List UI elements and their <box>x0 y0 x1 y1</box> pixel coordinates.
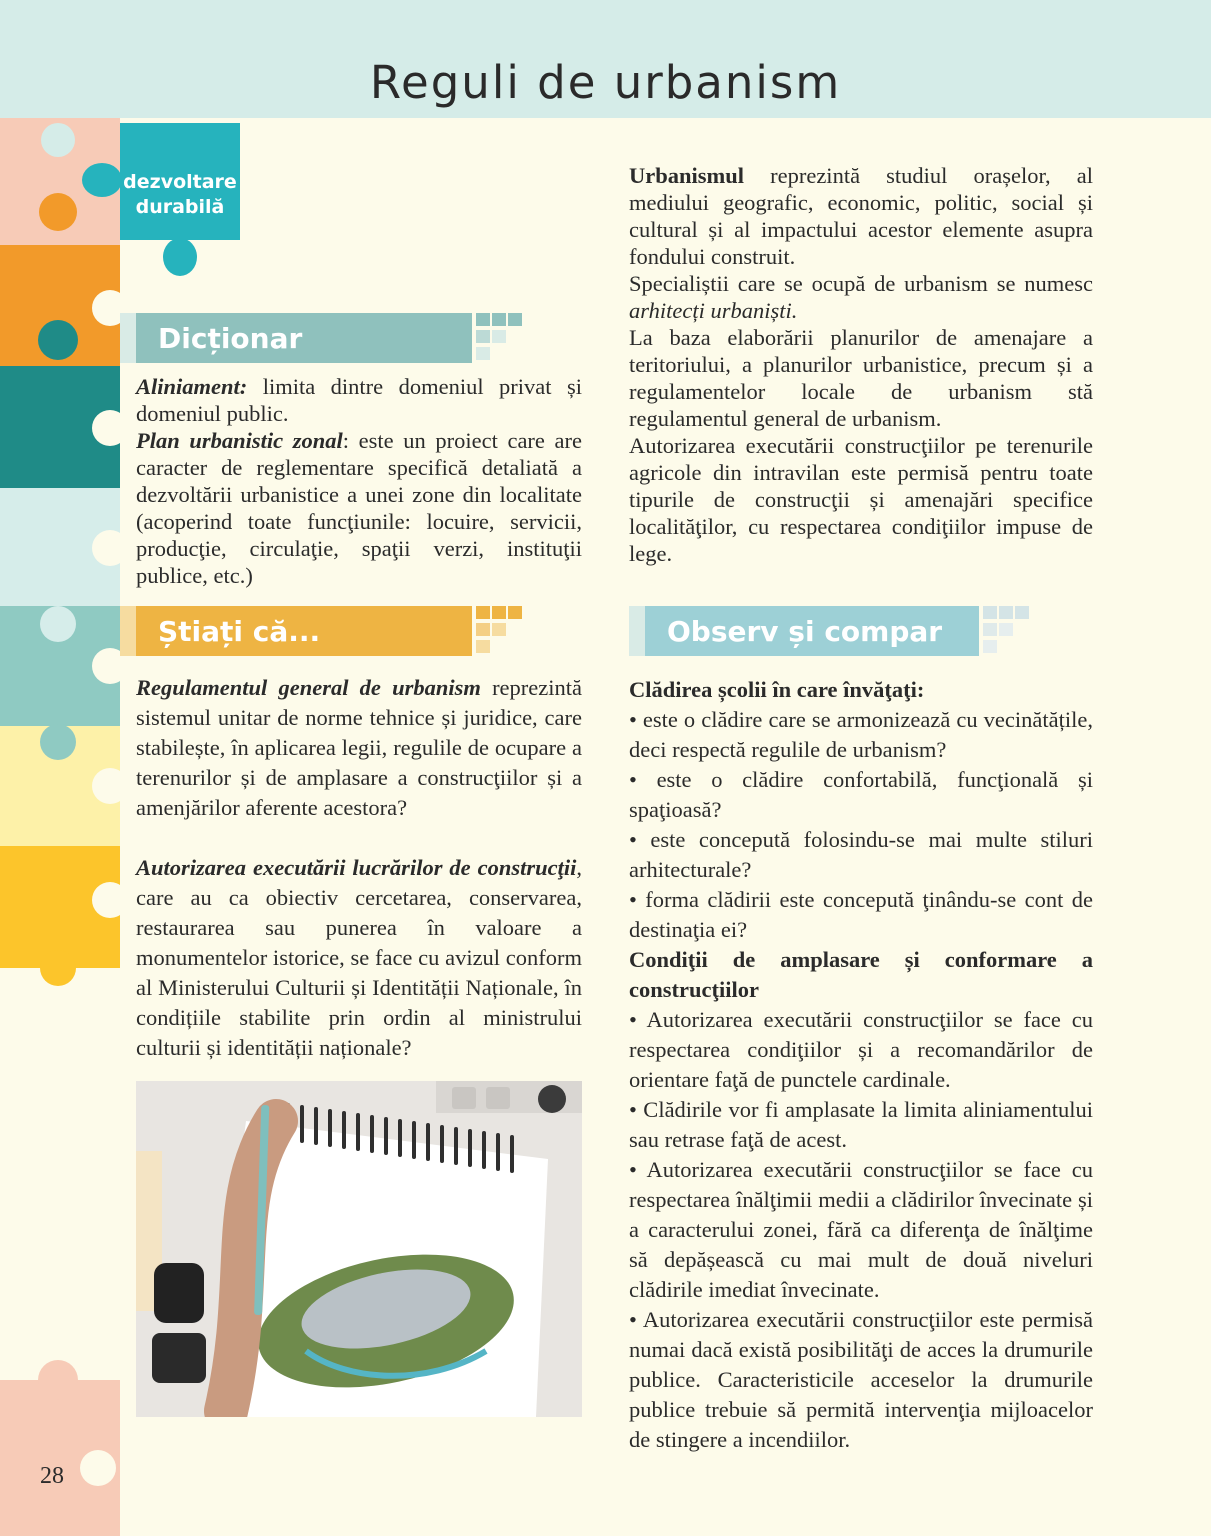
section-bar-edge <box>629 606 645 656</box>
observ-heading: Observ și compar <box>645 606 979 656</box>
dictionar-text: Aliniament: limita dintre domeniul privat și domeniul public. Plan urbanistic zonal: este un proiect care are caracter de reglementare specifică detaliată a dezvoltării urbanistice a unei zone din localitate (acoperind toate funcţiunile: locuire, servicii, producţie, circulaţie, spaţii verzi, instituţii publice, etc.) <box>136 374 582 588</box>
squares-decoration <box>474 313 524 363</box>
section-bar-edge <box>120 313 136 363</box>
observ-text: Clădirea școlii în care învăţaţi: • este o clădire care se armonizează cu vecinătățile, deci respectă regulile de urbanism? • este o clădire confortabilă, funcţională și spaţioasă? • este concepută folosindu-se mai multe stiluri arhitecturale? • forma clădirii este concepută ţinându-se cont de destinaţia ei? Condiţii de amplasare și conformare a construcţiilor • Autorizarea executării construcţiilor se face cu respectarea condiţiilor și a recomandărilor de orientare faţă de punctele cardinale. • Clădirile vor fi amplasate la limita aliniamentului sau retrase faţă de acest. • Autorizarea executării construcţiilor se face cu respectarea înălţimii medii a clădirilor învecinate și a caracterului zonei, fără ca diferenţa de înălţime să depășească cu mai mult de două niveluri clădirile imediat învecinate. • Autorizarea executării construcţiilor este permisă numai dacă există posibilităţi de acces la drumurile publice. Caracteristicile acceselor la drumurile publice trebuie să permită intervenţia mijloacelor de stingere a incendiilor. <box>629 677 1093 1452</box>
urbanism-intro-text: Urbanismul reprezintă studiul orașelor, al mediului geografic, economic, politic, social și cultural și al impactului acestor elemente asupra fondului construit. Specialiștii care se ocupă de urbanism se numesc arhitecți urbaniști. La baza elaborării planurilor de amenajare a teritoriului, a planurilor urbanistice, precum și a regulamentelor locale de urbanism stă regulamentul general de urbanism. Autorizarea executării construcţiilor pe terenurile agricole din intravilan este permisă pentru toate tipurile de construcţii și amenajări specifice localităţilor, cu respectarea condiţiilor impuse de lege. <box>629 163 1093 566</box>
squares-decoration <box>474 606 524 656</box>
puzzle-strip-decoration <box>0 118 120 1536</box>
topic-tag-knob <box>163 238 197 276</box>
topic-tag-label: dezvoltare durabilă <box>123 171 237 218</box>
page-title: Reguli de urbanism <box>369 56 842 109</box>
urban-plan-sketch-photo <box>136 1081 582 1417</box>
squares-decoration <box>981 606 1033 656</box>
section-bar-edge <box>120 606 136 656</box>
topic-tag-knob <box>82 163 122 197</box>
page-number: 28 <box>40 1463 64 1489</box>
dictionar-heading: Dicționar <box>136 313 472 363</box>
stiati-heading: Știați că... <box>136 606 472 656</box>
stiati-text: Regulamentul general de urbanism reprezintă sistemul unitar de norme tehnice și juridice, care stabilește, în aplicarea legii, regulile de ocupare a terenurilor și de amplasare a construcţiilor și a amenjărilor aferente acestora? Autorizarea executării lucrărilor de construcţii, care au ca obiectiv cercetarea, conservarea, restaurarea sau punerea în valoare a monumentelor istorice, se face cu avizul conform al Ministerului Culturii și Identității Naționale, în condițiile stabilite prin ordin al ministrului culturii și identității naționale? <box>136 675 582 1060</box>
